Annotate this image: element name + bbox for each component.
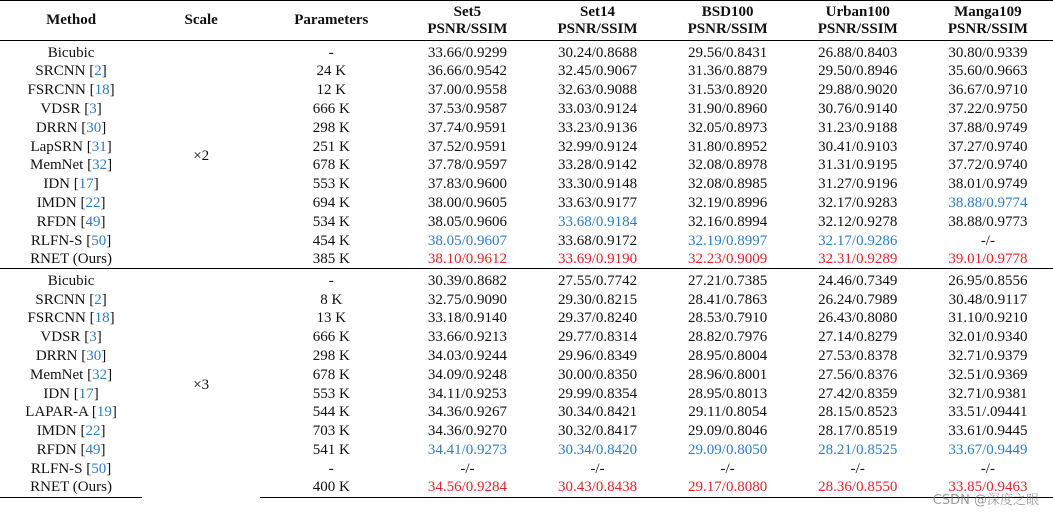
parameters-cell: 251 K: [312, 138, 350, 155]
method-cell: VDSR [3]: [40, 100, 102, 117]
parameters-cell: 678 K: [312, 157, 350, 174]
parameters-cell: -: [328, 460, 334, 477]
metric-cell: -/-: [850, 460, 865, 477]
header-set5: [402, 1, 532, 41]
metric-cell: 32.16/0.8994: [688, 213, 768, 230]
metric-cell: 36.66/0.9542: [427, 63, 507, 80]
metric-cell: 37.83/0.9600: [427, 176, 507, 193]
metric-cell: 32.19/0.8996: [688, 194, 768, 211]
method-cell: MemNet [32]: [30, 366, 113, 383]
header-set5-metric: PSNR/SSIM: [427, 20, 508, 37]
metric-cell: 30.00/0.8350: [557, 366, 638, 383]
metric-cell: 31.90/0.8960: [688, 100, 768, 117]
metric-cell: 24.46/0.7349: [818, 273, 898, 290]
metric-cell: 29.11/0.8054: [688, 404, 767, 421]
metric-cell: 28.96/0.8001: [688, 366, 768, 383]
metric-cell: 37.00/0.9558: [427, 82, 507, 99]
method-cell: LapSRN [31]: [30, 138, 112, 155]
metric-cell: 29.56/0.8431: [688, 45, 768, 61]
parameters-cell: 703 K: [312, 423, 350, 440]
header-bsd100: [663, 1, 793, 41]
method-cell: [0, 41, 142, 63]
metric-cell: 33.51/.09441: [948, 404, 1028, 421]
metric-cell: 33.28/0.9142: [557, 157, 638, 174]
metric-cell: 32.51/0.9369: [948, 366, 1028, 383]
metric-cell: 37.74/0.9591: [427, 119, 507, 136]
method-name: VDSR: [40, 100, 81, 117]
scale-cell: ×2: [193, 148, 210, 165]
table-group-x2: [0, 41, 1053, 269]
header-set14: [532, 1, 662, 41]
metric-cell: 32.63/0.9088: [557, 82, 638, 99]
metric-cell: 27.55/0.7742: [557, 273, 638, 290]
metric-cell: 33.67/0.9449: [948, 442, 1028, 459]
citation-link[interactable]: 18: [94, 82, 110, 99]
metric-cell: 34.41/0.9273: [427, 442, 507, 459]
method-name: RFDN: [36, 442, 77, 459]
header-bsd100-metric: PSNR/SSIM: [687, 20, 768, 37]
method-cell: FSRCNN [18]: [27, 82, 115, 99]
metric-cell: 38.05/0.9607: [427, 232, 507, 249]
parameters-cell: 24 K: [316, 63, 347, 80]
method-name: FSRCNN: [27, 82, 86, 99]
metric-cell: 31.80/0.8952: [688, 138, 768, 155]
method-cell: FSRCNN [18]: [27, 310, 115, 327]
metric-cell: 32.71/0.9381: [948, 385, 1028, 402]
method-name: Bicubic: [47, 273, 95, 290]
method-cell: IDN [17]: [43, 385, 99, 402]
header-urban100: [793, 1, 923, 41]
metric-cell: 33.85/0.9463: [923, 478, 1053, 497]
table-group-x3: [0, 269, 1053, 497]
metric-cell: 32.75/0.9090: [427, 291, 507, 308]
metric-cell: 31.53/0.8920: [688, 82, 768, 99]
metric-cell: 28.53/0.7910: [688, 310, 768, 327]
metric-cell: 29.88/0.9020: [818, 82, 898, 99]
metric-cell: 34.09/0.9248: [427, 366, 507, 383]
citation-link[interactable]: 17: [78, 385, 94, 402]
method-name: MemNet: [30, 157, 84, 174]
metric-cell: 33.68/0.9172: [557, 232, 638, 249]
metric-cell: 38.00/0.9605: [427, 194, 507, 211]
parameters-cell: 298 K: [312, 348, 350, 365]
metric-cell: 30.48/0.9117: [948, 291, 1028, 308]
method-cell: IMDN [22]: [36, 194, 106, 211]
metric-cell: 35.60/0.9663: [948, 63, 1028, 80]
metric-cell: 32.31/0.9289: [818, 251, 898, 268]
method-cell: DRRN [30]: [35, 348, 107, 365]
header-urban100-label: Urban100: [825, 3, 890, 20]
method-cell: SRCNN [2]: [35, 291, 107, 308]
method-name: Bicubic: [47, 45, 95, 61]
parameters-cell: 454 K: [312, 232, 350, 249]
metric-cell: 38.88/0.9774: [948, 194, 1028, 211]
citation-link[interactable]: 18: [94, 310, 110, 327]
method-name: RLFN-S: [30, 460, 83, 477]
metric-cell: 30.43/0.8438: [532, 478, 662, 497]
header-method: [0, 1, 142, 41]
method-cell: RFDN [49]: [36, 442, 106, 459]
metric-cell: 34.03/0.9244: [427, 348, 507, 365]
metric-cell: 27.53/0.8378: [818, 348, 898, 365]
metric-cell: 28.41/0.7863: [688, 291, 768, 308]
metric-cell: 31.23/0.9188: [818, 119, 898, 136]
metric-cell: 32.08/0.8985: [688, 176, 768, 193]
metric-cell: 38.05/0.9606: [427, 213, 507, 230]
method-cell: RLFN-S [50]: [30, 232, 112, 249]
method-cell: VDSR [3]: [40, 329, 102, 346]
metric-cell: 32.12/0.9278: [818, 213, 898, 230]
parameters-cell: 666 K: [312, 329, 350, 346]
metric-cell: 29.99/0.8354: [557, 385, 638, 402]
parameters-cell: 694 K: [312, 194, 350, 211]
header-manga109-label: Manga109: [954, 3, 1022, 20]
parameters-cell: 678 K: [312, 366, 350, 383]
header-manga109-metric: PSNR/SSIM: [947, 20, 1028, 37]
table-header: [0, 1, 1053, 41]
method-name: LapSRN: [30, 138, 83, 155]
parameters-cell: 13 K: [316, 310, 347, 327]
method-name: MemNet: [30, 366, 84, 383]
header-set14-metric: PSNR/SSIM: [557, 20, 638, 37]
metric-cell: 31.10/0.9210: [948, 310, 1028, 327]
method-cell: RFDN [49]: [36, 213, 106, 230]
metric-cell: 34.11/0.9253: [428, 385, 507, 402]
metric-cell: 33.63/0.9177: [557, 194, 638, 211]
metric-cell: 29.50/0.8946: [818, 63, 898, 80]
header-manga109: [923, 1, 1053, 41]
metric-cell: 26.88/0.8403: [818, 45, 898, 61]
metric-cell: 37.88/0.9749: [948, 119, 1028, 136]
metric-cell: 33.23/0.9136: [557, 119, 638, 136]
metric-cell: 28.15/0.8523: [818, 404, 898, 421]
metric-cell: 27.21/0.7385: [688, 273, 768, 290]
metric-cell: 31.36/0.8879: [688, 63, 768, 80]
method-name: RNET (Ours): [30, 251, 112, 268]
parameters-cell: 385 K: [312, 251, 350, 268]
metric-cell: 37.27/0.9740: [948, 138, 1028, 155]
metric-cell: 37.53/0.9587: [427, 100, 507, 117]
metric-cell: 29.09/0.8050: [688, 442, 768, 459]
header-set14-label: Set14: [580, 3, 616, 20]
method-name: VDSR: [40, 329, 81, 346]
metric-cell: 28.95/0.8013: [688, 385, 768, 402]
metric-cell: 33.61/0.9445: [948, 423, 1028, 440]
citation-link[interactable]: 22: [85, 423, 101, 440]
metric-cell: -/-: [590, 460, 605, 477]
header-urban100-metric: PSNR/SSIM: [817, 20, 898, 37]
method-cell: SRCNN [2]: [35, 63, 107, 80]
metric-cell: -/-: [980, 232, 995, 249]
metric-cell: 29.09/0.8046: [688, 423, 768, 440]
metric-cell: 33.30/0.9148: [557, 176, 638, 193]
metric-cell: 32.17/0.9286: [818, 232, 898, 249]
method-cell: [0, 250, 142, 269]
metric-cell: 30.24/0.8688: [557, 45, 638, 61]
table-row: [0, 41, 1053, 63]
citation-link[interactable]: 32: [92, 366, 108, 383]
metric-cell: 32.23/0.9009: [688, 251, 768, 268]
method-cell: IDN [17]: [43, 176, 99, 193]
metric-cell: 30.34/0.8421: [557, 404, 638, 421]
method-cell: MemNet [32]: [30, 157, 113, 174]
metric-cell: 37.72/0.9740: [948, 157, 1028, 174]
metric-cell: 29.37/0.8240: [557, 310, 638, 327]
metric-cell: 26.43/0.8080: [818, 310, 898, 327]
metric-cell: 32.17/0.9283: [818, 194, 898, 211]
method-name: RNET (Ours): [30, 479, 112, 496]
watermark: CSDN @深度之眼: [932, 493, 1039, 508]
metric-cell: 33.68/0.9184: [557, 213, 638, 230]
header-method-label: Method: [46, 12, 97, 28]
method-name: DRRN: [35, 348, 78, 365]
metric-cell: 38.01/0.9749: [948, 176, 1028, 193]
metric-cell: 34.36/0.9270: [427, 423, 507, 440]
metric-cell: 30.39/0.8682: [427, 273, 507, 290]
method-name: LAPAR-A: [25, 404, 89, 421]
scale-cell: ×3: [193, 376, 210, 393]
metric-cell: 29.96/0.8349: [557, 348, 638, 365]
citation-link[interactable]: 2: [94, 291, 102, 308]
parameters-cell: 12 K: [316, 82, 347, 99]
citation-link[interactable]: 49: [85, 213, 101, 230]
metric-cell: 32.05/0.8973: [688, 119, 768, 136]
citation-link[interactable]: 31: [91, 138, 107, 155]
parameters-cell: 544 K: [312, 404, 350, 421]
citation-link[interactable]: 2: [94, 63, 102, 80]
metric-cell: 34.36/0.9267: [427, 404, 507, 421]
citation-link[interactable]: 50: [91, 460, 107, 477]
metric-cell: 33.66/0.9299: [427, 45, 507, 61]
parameters-cell: -: [328, 45, 334, 61]
metric-cell: 28.82/0.7976: [688, 329, 768, 346]
metric-cell: 30.80/0.9339: [948, 45, 1028, 61]
metric-cell: 32.99/0.9124: [557, 138, 638, 155]
header-bsd100-label: BSD100: [701, 3, 754, 20]
metric-cell: 32.45/0.9067: [557, 63, 638, 80]
method-name: RLFN-S: [30, 232, 83, 249]
citation-link[interactable]: 32: [92, 157, 108, 174]
citation-link[interactable]: 19: [96, 404, 112, 421]
parameters-cell: 534 K: [312, 213, 350, 230]
metric-cell: 33.69/0.9190: [557, 251, 638, 268]
parameters-cell: 298 K: [312, 119, 350, 136]
metric-cell: 33.18/0.9140: [427, 310, 507, 327]
metric-cell: 27.14/0.8279: [818, 329, 898, 346]
parameters-cell: 541 K: [312, 442, 350, 459]
metric-cell: 32.19/0.8997: [688, 232, 768, 249]
citation-link[interactable]: 30: [86, 348, 102, 365]
metric-cell: 27.42/0.8359: [818, 385, 898, 402]
metric-cell: 26.24/0.7989: [818, 291, 898, 308]
citation-link[interactable]: 49: [85, 442, 101, 459]
metric-cell: 37.22/0.9750: [948, 100, 1028, 117]
metric-cell: 32.08/0.8978: [688, 157, 768, 174]
method-name: DRRN: [35, 119, 78, 136]
metric-cell: 31.27/0.9196: [818, 176, 898, 193]
metric-cell: 37.78/0.9597: [427, 157, 507, 174]
header-set5-label: Set5: [453, 3, 482, 20]
metric-cell: 38.88/0.9773: [948, 213, 1028, 230]
method-name: SRCNN: [35, 63, 86, 80]
method-cell: LAPAR-A [19]: [25, 404, 117, 421]
citation-link[interactable]: 17: [78, 176, 94, 193]
metric-cell: -/-: [720, 460, 735, 477]
method-name: SRCNN: [35, 291, 86, 308]
method-name: FSRCNN: [27, 310, 86, 327]
metric-cell: 26.95/0.8556: [948, 273, 1028, 290]
metric-cell: -/-: [460, 460, 475, 477]
metric-cell: 30.41/0.9103: [818, 138, 898, 155]
parameters-cell: 553 K: [312, 176, 350, 193]
metric-cell: 36.67/0.9710: [948, 82, 1028, 99]
method-cell: RLFN-S [50]: [30, 460, 112, 477]
header-scale-label: Scale: [184, 12, 218, 28]
parameters-cell: 400 K: [260, 478, 402, 497]
parameters-cell: 666 K: [312, 100, 350, 117]
metric-cell: 30.32/0.8417: [557, 423, 638, 440]
method-name: RFDN: [36, 213, 77, 230]
table-row: [0, 269, 1053, 291]
metric-cell: 32.71/0.9379: [948, 348, 1028, 365]
method-cell: IMDN [22]: [36, 423, 106, 440]
metric-cell: 29.77/0.8314: [557, 329, 638, 346]
metric-cell: 29.30/0.8215: [557, 291, 638, 308]
citation-link[interactable]: 22: [85, 194, 101, 211]
metric-cell: 28.21/0.8525: [818, 442, 898, 459]
metric-cell: 30.34/0.8420: [557, 442, 638, 459]
metric-cell: 38.10/0.9612: [427, 251, 507, 268]
method-name: IMDN: [36, 423, 77, 440]
metric-cell: 31.31/0.9195: [818, 157, 898, 174]
header-scale: [142, 1, 260, 41]
header-parameters: [260, 1, 402, 41]
citation-link[interactable]: 30: [86, 119, 102, 136]
header-row: [0, 1, 1053, 41]
metric-cell: 28.36/0.8550: [793, 478, 923, 497]
metric-cell: 39.01/0.9778: [948, 251, 1028, 268]
metric-cell: 30.76/0.9140: [818, 100, 898, 117]
metric-cell: -/-: [980, 460, 995, 477]
header-parameters-label: Parameters: [294, 12, 369, 28]
metric-cell: 33.03/0.9124: [557, 100, 638, 117]
citation-link[interactable]: 50: [91, 232, 107, 249]
metric-cell: 28.17/0.8519: [818, 423, 898, 440]
citation-link[interactable]: 3: [89, 329, 97, 346]
method-name: IDN: [43, 176, 71, 193]
metric-cell: 33.66/0.9213: [427, 329, 507, 346]
metric-cell: 27.56/0.8376: [818, 366, 898, 383]
metric-cell: 32.01/0.9340: [948, 329, 1028, 346]
parameters-cell: 8 K: [320, 291, 343, 308]
method-cell: [0, 478, 142, 497]
method-cell: [0, 269, 142, 291]
parameters-cell: -: [328, 273, 334, 290]
citation-link[interactable]: 3: [89, 100, 97, 117]
method-name: IMDN: [36, 194, 77, 211]
metric-cell: 37.52/0.9591: [427, 138, 507, 155]
parameters-cell: 553 K: [312, 385, 350, 402]
metric-cell: 29.17/0.8080: [663, 478, 793, 497]
method-cell: DRRN [30]: [35, 119, 107, 136]
method-name: IDN: [43, 385, 71, 402]
metric-cell: 34.56/0.9284: [402, 478, 532, 497]
metric-cell: 28.95/0.8004: [688, 348, 768, 365]
